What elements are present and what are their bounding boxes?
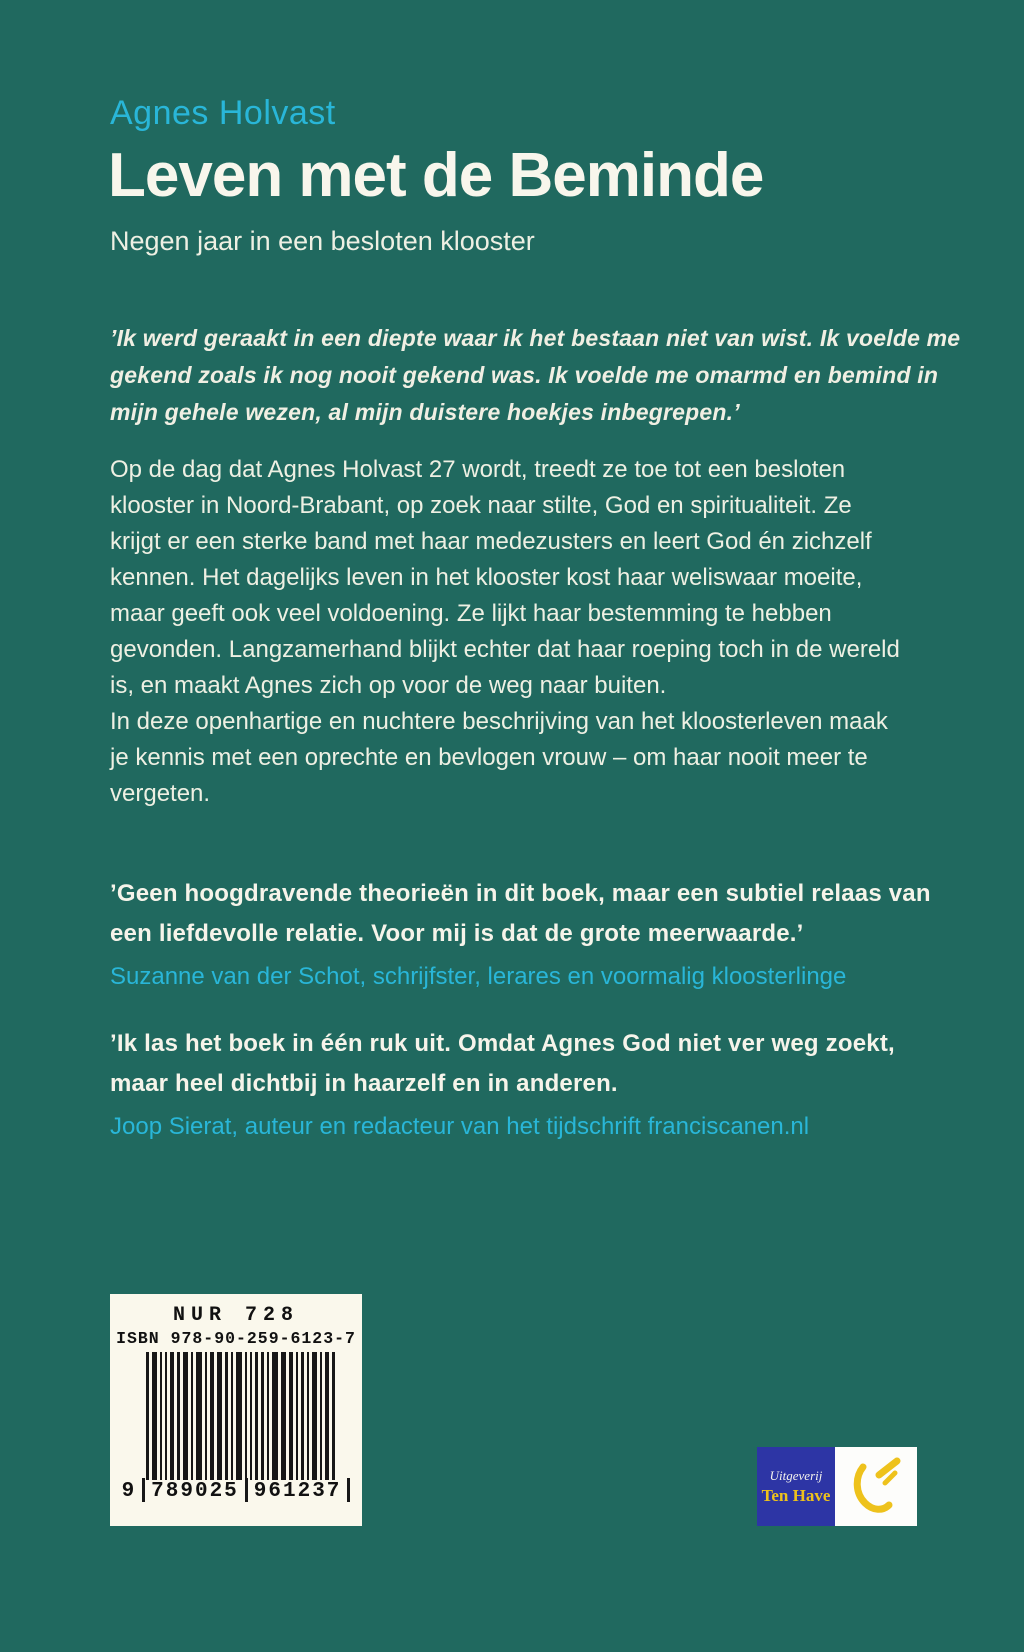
pull-quote	[110, 320, 960, 431]
ten-have-h-mark-icon	[849, 1453, 903, 1520]
blurb-line: vergeten.	[110, 780, 211, 807]
publisher-label: Uitgeverij	[769, 1467, 823, 1483]
endorsement-quote-line: ’Geen hoogdravende theorieën in dit boek, maar een subtiel relaas van	[110, 880, 931, 907]
pull-quote-line: mijn gehele wezen, al mijn duistere hoekjes inbegrepen.’	[110, 399, 740, 425]
blurb-line: je kennis met een oprechte en bevlogen vrouw – om haar nooit meer te	[110, 744, 868, 771]
pull-quote-line: gekend zoals ik nog nooit gekend was. Ik voelde me omarmd en bemind in	[110, 362, 939, 388]
isbn-number: ISBN 978-90-259-6123-7	[116, 1329, 356, 1348]
isbn-barcode-panel	[110, 1294, 362, 1526]
ean-digits	[110, 1480, 362, 1503]
endorsement-1	[110, 874, 931, 994]
barcode-guard-bar	[245, 1478, 248, 1502]
blurb-line: In deze openhartige en nuchtere beschrijving van het kloosterleven maak	[110, 708, 888, 735]
blurb-line: is, en maakt Agnes zich op voor de weg naar buiten.	[110, 672, 667, 699]
endorsement-quote-line: maar heel dichtbij in haarzelf en in anderen.	[110, 1070, 618, 1097]
author-name: Agnes Holvast	[110, 94, 336, 132]
publisher-logo-text-panel	[757, 1447, 835, 1526]
endorsement-attribution: Suzanne van der Schot, schrijfster, lerares en voormalig kloosterlinge	[110, 963, 847, 990]
barcode-bars	[132, 1352, 340, 1480]
endorsement-attribution: Joop Sierat, auteur en redacteur van het tijdschrift franciscanen.nl	[110, 1113, 810, 1140]
back-cover-blurb	[110, 452, 900, 812]
endorsement-quote-line: ’Ik las het boek in één ruk uit. Omdat Agnes God niet ver weg zoekt,	[110, 1030, 895, 1057]
barcode-guard-bar	[142, 1478, 145, 1502]
blurb-line: maar geeft ook veel voldoening. Ze lijkt haar bestemming te hebben	[110, 600, 832, 627]
book-subtitle: Negen jaar in een besloten klooster	[110, 226, 535, 256]
book-title: Leven met de Beminde	[108, 141, 764, 210]
blurb-line: krijgt er een sterke band met haar medezusters en leert God én zichzelf	[110, 528, 872, 555]
pull-quote-line: ’Ik werd geraakt in een diepte waar ik het bestaan niet van wist. Ik voelde me	[110, 325, 961, 351]
blurb-line: gevonden. Langzamerhand blijkt echter dat haar roeping toch in de wereld	[110, 636, 900, 663]
endorsement-quote-line: een liefdevolle relatie. Voor mij is dat de grote meerwaarde.’	[110, 920, 804, 947]
blurb-line: klooster in Noord-Brabant, op zoek naar stilte, God en spiritualiteit. Ze	[110, 492, 852, 519]
endorsement-2	[110, 1024, 895, 1144]
ean-digit-group: 789025	[151, 1480, 239, 1503]
publisher-logo-mark-panel	[835, 1447, 917, 1526]
ean-digit-group: 961237	[253, 1480, 342, 1503]
publisher-name: Ten Have	[761, 1485, 831, 1505]
nur-code: NUR 728	[172, 1304, 299, 1327]
publisher-logo	[757, 1447, 917, 1526]
ean-digit-group: 9	[121, 1480, 137, 1503]
blurb-line: kennen. Het dagelijks leven in het klooster kost haar weliswaar moeite,	[110, 564, 863, 591]
barcode-guard-bar	[347, 1478, 350, 1502]
blurb-line: Op de dag dat Agnes Holvast 27 wordt, treedt ze toe tot een besloten	[110, 456, 846, 483]
